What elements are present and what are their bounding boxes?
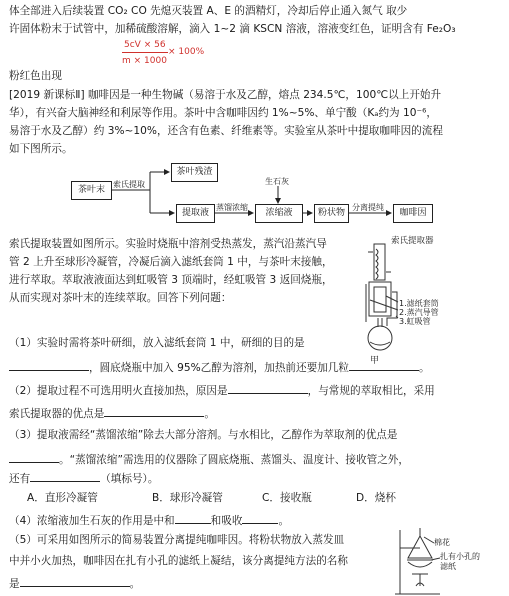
period: 。 bbox=[418, 362, 430, 374]
apparatus-legend-3: 3.虹吸管 bbox=[399, 317, 431, 326]
text-line: 从而实现对茶叶末的连续萃取。回答下列问题： bbox=[9, 292, 232, 304]
flow-label-distill: 蒸馏浓缩 bbox=[216, 203, 248, 212]
text-line: 易溶于水及乙醇）约 3%~10%，还含有色素、纤维素等。实验室从茶叶中提取咖啡因的流程 bbox=[9, 125, 443, 137]
question-text: 。“蒸馏浓缩”需选用的仪器除了圆底烧瓶、蒸馏头、温度计、接收管之外， bbox=[59, 454, 409, 466]
flow-box-caffeine: 咖啡因 bbox=[393, 204, 433, 223]
flow-box-powder: 粉状物 bbox=[314, 204, 349, 223]
question-text: 和吸收 bbox=[210, 515, 243, 527]
flow-box-extract: 提取液 bbox=[176, 204, 215, 223]
flow-label-lime: 生石灰 bbox=[265, 177, 289, 186]
flow-box-tea: 茶叶末 bbox=[71, 181, 112, 200]
question-text: 还有 bbox=[9, 473, 31, 485]
apparatus-legend-2: 2.蒸汽导管 bbox=[399, 308, 439, 317]
question-text: ，圆底烧瓶中加入 95%乙醇为溶剂，加热前还要加几粒 bbox=[89, 362, 349, 374]
period: 。 bbox=[204, 408, 215, 420]
formula-denominator: m × 1000 bbox=[122, 56, 167, 66]
question-text: （5）可采用如图所示的简易装置分离提纯咖啡因。将粉状物放入蒸发皿 bbox=[9, 534, 345, 546]
option-c: C．接收瓶 bbox=[262, 492, 312, 504]
question-text: （1）实验时需将茶叶研细，放入滤纸套筒 1 中，研细的目的是 bbox=[9, 337, 305, 349]
period: 。 bbox=[129, 578, 141, 590]
flow-label-soxhlet: 索氏提取 bbox=[113, 180, 145, 189]
option-a: A．直形冷凝管 bbox=[27, 492, 98, 504]
option-b: B．球形冷凝管 bbox=[152, 492, 223, 504]
apparatus-caption: 甲 bbox=[370, 356, 380, 366]
question-text: （2）提取过程不可选用明火直接加热，原因是 bbox=[9, 385, 228, 397]
question-text: （4）浓缩液加生石灰的作用是中和 bbox=[9, 515, 175, 527]
question-text: 索氏提取器的优点是 bbox=[9, 408, 105, 420]
sublimation-paper-label: 扎有小孔的滤纸 bbox=[440, 552, 480, 571]
sublimation-cotton-label: 棉花 bbox=[434, 538, 450, 547]
apparatus-title: 索氏提取器 bbox=[391, 236, 434, 246]
option-d: D．烧杯 bbox=[356, 492, 396, 504]
formula-numerator: 5cV × 56 bbox=[124, 40, 166, 50]
text-line: 管 2 上升至球形冷凝管，冷凝后滴入滤纸套筒 1 中，与茶叶末接触， bbox=[9, 256, 333, 268]
flow-box-residue: 茶叶残渣 bbox=[171, 163, 218, 182]
text-line: 粉红色出现 bbox=[9, 70, 62, 82]
question-text: 是 bbox=[9, 578, 20, 590]
flow-box-concentrate: 浓缩液 bbox=[255, 204, 303, 223]
text-line: [2019 新课标Ⅱ] 咖啡因是一种生物碱（易溶于水及乙醇，熔点 234.5℃，100℃以上开始升 bbox=[9, 89, 442, 101]
flow-label-sublime: 分离提纯 bbox=[352, 203, 384, 212]
text-line: 许固体粉末于试管中，加稀硫酸溶解，滴入 1~2 滴 KSCN 溶液，溶液变红色，证明含有 Fe₂O₃ bbox=[9, 23, 456, 35]
text-line: 索氏提取装置如图所示。实验时烧瓶中溶剂受热蒸发，蒸汽沿蒸汽导 bbox=[9, 238, 327, 250]
apparatus-legend-1: 1.滤纸套筒 bbox=[399, 299, 439, 308]
text-line: 体全部进入后续装置 CO₂ CO 先熄灭装置 A、E 的酒精灯，冷却后停止通入氮气 取少 bbox=[9, 5, 408, 17]
formula-percent: × 100% bbox=[168, 47, 205, 57]
period: 。 bbox=[278, 515, 290, 527]
text-line: 如下图所示。 bbox=[9, 143, 73, 155]
question-text: （填标号）。 bbox=[100, 473, 159, 485]
text-line: 华），有兴奋大脑神经和利尿等作用。茶叶中含咖啡因约 1%~5%、单宁酸（Kₐ约为 10⁻⁶， bbox=[9, 107, 437, 119]
question-text: ，与常规的萃取相比，采用 bbox=[307, 385, 435, 397]
text-line: 进行萃取。萃取液液面达到虹吸管 3 顶端时，经虹吸管 3 返回烧瓶， bbox=[9, 274, 333, 286]
question-text: （3）提取液需经“蒸馏浓缩”除去大部分溶剂。与水相比，乙醇作为萃取剂的优点是 bbox=[9, 429, 398, 441]
question-text: 中并小火加热，咖啡因在扎有小孔的滤纸上凝结，该分离提纯方法的名称 bbox=[9, 555, 348, 567]
